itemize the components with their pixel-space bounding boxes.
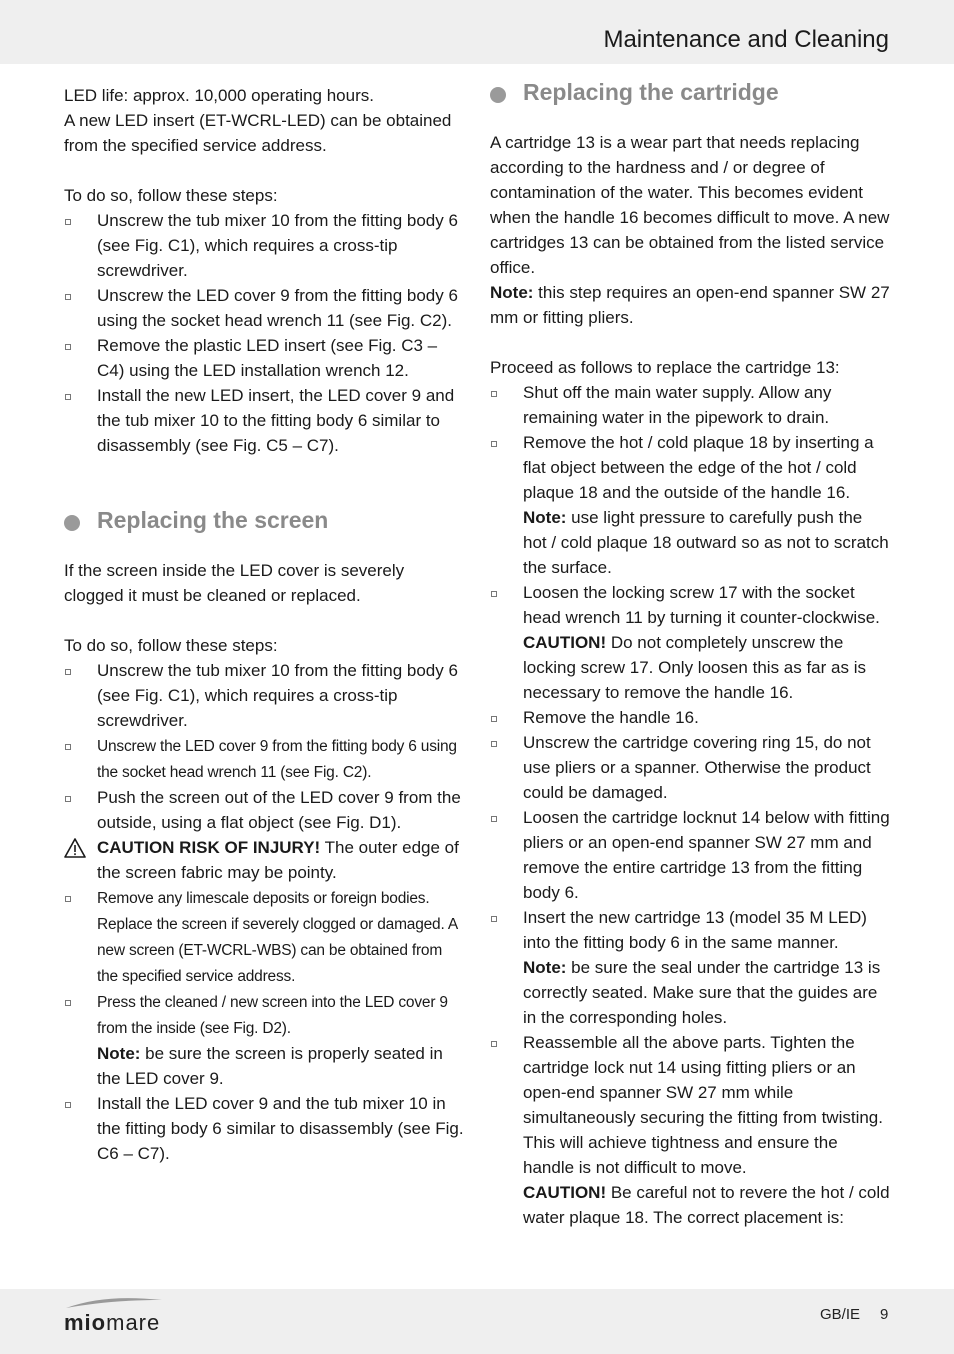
cartridge-intro: A cartridge 13 is a wear part that needs replacing according to the hardness and / or degree of contamination of the water. This becomes evident when the handle 16 becomes difficult to move. A new cartridges 13 can be obtained from the listed service office. Note: this step requires an open-end spanner SW 27 mm or fitting pliers. — [490, 133, 890, 327]
note-label: Note: — [490, 283, 534, 302]
led-insert-text: A new LED insert (ET-WCRL-LED) can be obtained from the specified service address. — [64, 111, 452, 155]
list-item: Install the LED cover 9 and the tub mixer 10 in the fitting body 6 similar to disassembly (see Fig. C6 – C7). — [64, 1091, 464, 1166]
language-code: GB/IE — [820, 1306, 861, 1323]
list-item: Push the screen out of the LED cover 9 from the outside, using a flat object (see Fig. D1). — [64, 785, 464, 835]
bullet-square — [65, 1000, 71, 1006]
bullet-square — [65, 294, 71, 300]
bullet-square — [491, 916, 497, 922]
screen-steps-list-2 — [64, 885, 464, 1166]
bullet-square — [491, 716, 497, 722]
note-text: be sure the seal under the cartridge 13 is correctly seated. Make sure that the guides are in the corresponding holes. — [523, 958, 881, 1027]
bullet-square — [491, 816, 497, 822]
bullet-square — [65, 796, 71, 802]
left-column — [64, 83, 464, 1166]
list-item: Remove the plastic LED insert (see Fig. C3 – C4) using the LED installation wrench 12. — [64, 333, 464, 383]
section-heading-screen: Replacing the screen — [64, 508, 464, 542]
note-text: be sure the screen is properly seated in the LED cover 9. — [97, 1044, 443, 1088]
list-item: Reassemble all the above parts. Tighten the cartridge lock nut 14 using fitting pliers or an open-end spanner SW 27 mm while simultaneously securing the fitting from twisting. This will achieve tightness and ensure the handle is not difficult to move. CAUTION! Be careful not to revere the hot / cold water plaque 18. The correct placement is: — [490, 1030, 890, 1230]
bullet-square — [65, 344, 71, 350]
list-item: Insert the new cartridge 13 (model 35 M LED) into the fitting body 6 in the same manner. Note: be sure the seal under the cartridge 13 is correctly seated. Make sure that the guides are in the corresponding holes. — [490, 905, 890, 1030]
section-dot — [64, 515, 80, 531]
list-item: Remove the hot / cold plaque 18 by inserting a flat object between the edge of the hot / cold plaque 18 and the outside of the handle 16. Note: use light pressure to carefully push the hot / cold plaque 18 outward so as not to scratch the surface. — [490, 430, 890, 580]
note-label: Note: — [97, 1044, 141, 1063]
led-life-text: LED life: approx. 10,000 operating hours. — [64, 86, 374, 105]
list-item: Unscrew the tub mixer 10 from the fitting body 6 (see Fig. C1), which requires a cross-tip screwdriver. — [64, 658, 464, 733]
screen-intro: If the screen inside the LED cover is severely clogged it must be cleaned or replaced. — [64, 561, 405, 605]
right-column — [490, 80, 890, 1230]
list-item: Shut off the main water supply. Allow any remaining water in the pipework to drain. — [490, 380, 890, 430]
list-item: Unscrew the tub mixer 10 from the fitting body 6 (see Fig. C1), which requires a cross-tip screwdriver. — [64, 208, 464, 283]
list-item: Press the cleaned / new screen into the LED cover 9 from the inside (see Fig. D2). Note: be sure the screen is properly seated in the LED cover 9. — [64, 989, 464, 1091]
steps-intro: To do so, follow these steps: — [64, 186, 278, 205]
bullet-square — [491, 591, 497, 597]
bullet-square — [65, 219, 71, 225]
bullet-square — [491, 741, 497, 747]
logo-text: miomare — [64, 1310, 161, 1335]
bullet-square — [491, 391, 497, 397]
note-label: Note: — [523, 958, 567, 977]
caution-text: Be careful not to revere the hot / cold water plaque 18. The correct placement is: — [523, 1183, 890, 1227]
section-heading-cartridge: Replacing the cartridge — [490, 80, 890, 114]
list-item: Loosen the cartridge locknut 14 below with fitting pliers or an open-end spanner SW 27 mm and remove the entire cartridge 13 from the fitting body 6. — [490, 805, 890, 905]
note-label: Note: — [523, 508, 567, 527]
caution-label: CAUTION RISK OF INJURY! — [97, 838, 321, 857]
led-steps-list — [64, 208, 464, 458]
caution-text: The outer edge of the screen fabric may be pointy. — [97, 838, 459, 882]
bullet-square — [65, 744, 71, 750]
list-item: Unscrew the LED cover 9 from the fitting body 6 using the socket head wrench 11 (see Fig. C2). — [64, 283, 464, 333]
list-item: Loosen the locking screw 17 with the socket head wrench 11 by turning it counter-clockwise. CAUTION! Do not completely unscrew the locking screw 17. Only loosen this as far as is necessary to remove the handle 16. — [490, 580, 890, 705]
caution-label: CAUTION! — [523, 1183, 607, 1202]
list-item: Unscrew the LED cover 9 from the fitting body 6 using the socket head wrench 11 (see Fig. C2). — [64, 733, 464, 785]
caution-block — [64, 835, 464, 885]
bullet-square — [65, 394, 71, 400]
steps-intro: To do so, follow these steps: — [64, 636, 278, 655]
bullet-square — [491, 1041, 497, 1047]
bullet-square — [65, 896, 71, 902]
bullet-square — [65, 669, 71, 675]
caution-label: CAUTION! — [523, 633, 607, 652]
screen-steps-list — [64, 658, 464, 835]
proceed-text: Proceed as follows to replace the cartridge 13: — [490, 358, 840, 377]
section-dot — [490, 87, 506, 103]
bullet-square — [491, 441, 497, 447]
list-item: Install the new LED insert, the LED cover 9 and the tub mixer 10 to the fitting body 6 similar to disassembly (see Fig. C5 – C7). — [64, 383, 464, 458]
caution-text: Do not completely unscrew the locking screw 17. Only loosen this as far as is necessary to remove the handle 16. — [523, 633, 866, 702]
list-item: Remove any limescale deposits or foreign bodies. Replace the screen if severely clogged or damaged. A new screen (ET-WCRL-WBS) can be obtained from the specified service address. — [64, 885, 464, 989]
bullet-square — [65, 1102, 71, 1108]
list-item: Remove the handle 16. — [490, 705, 890, 730]
list-item: Unscrew the cartridge covering ring 15, do not use pliers or a spanner. Otherwise the product could be damaged. — [490, 730, 890, 805]
brand-logo — [64, 1296, 174, 1336]
note-text: use light pressure to carefully push the hot / cold plaque 18 outward so as not to scratch the surface. — [523, 508, 889, 577]
page-title: Maintenance and Cleaning — [603, 26, 889, 53]
cartridge-steps-list — [490, 380, 890, 1230]
warning-triangle-icon — [64, 838, 86, 858]
note-text: this step requires an open-end spanner SW 27 mm or fitting pliers. — [490, 283, 890, 327]
page-number: 9 — [880, 1306, 889, 1323]
